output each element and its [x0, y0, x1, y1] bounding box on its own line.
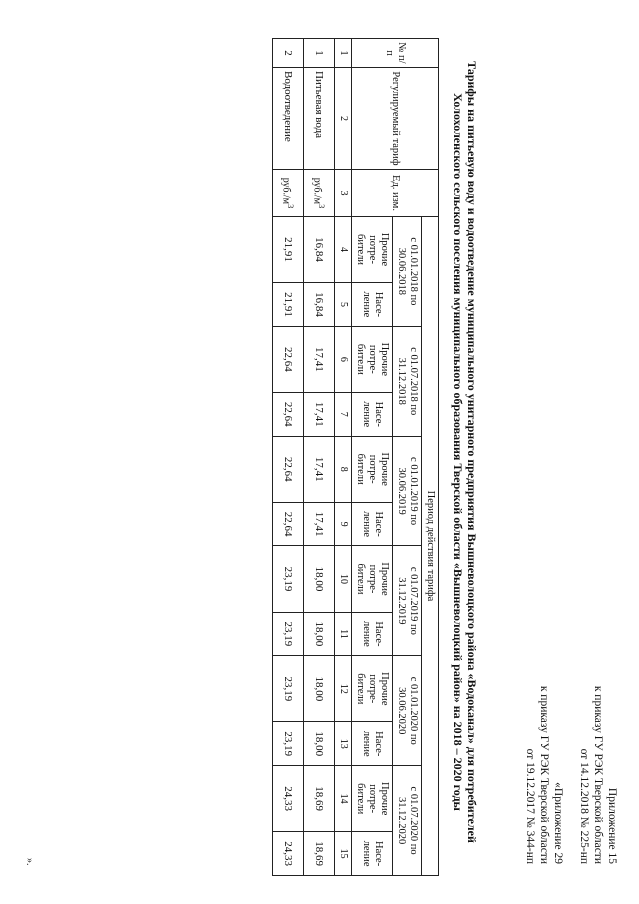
column-number: 5 [335, 283, 352, 327]
column-number: 14 [335, 766, 352, 832]
tariff-value: 18,00 [304, 722, 335, 766]
unit-label: руб./м [311, 177, 323, 205]
appendix-header [577, 686, 619, 864]
previous-appendix-number: «Приложение 29 [552, 782, 564, 864]
other-consumers-header: Прочие потре- бители [352, 656, 393, 722]
population-header: Насе- ление [352, 283, 393, 327]
closing-quote: ». [24, 858, 35, 866]
population-header: Насе- ление [352, 612, 393, 656]
col-number-header: № п/п [352, 39, 439, 68]
column-number: 4 [335, 217, 352, 283]
column-number: 7 [335, 392, 352, 436]
tariff-value: 23,19 [273, 722, 304, 766]
population-header: Насе- ление [352, 502, 393, 546]
title-line-2: Холохоленского сельского поселения муниципального образования Тверской области «Вышневолоцкий район» на 2018 – 2020 годы [451, 93, 465, 811]
unit-cell [304, 170, 335, 217]
column-number: 9 [335, 502, 352, 546]
period-header: Период действия тарифа [422, 217, 439, 876]
tariff-value: 16,84 [304, 217, 335, 283]
column-number: 13 [335, 722, 352, 766]
column-number: 2 [335, 68, 352, 170]
document-title [451, 20, 479, 884]
tariff-value: 17,41 [304, 326, 335, 392]
other-consumers-header: Прочие потре- бители [352, 766, 393, 832]
tariff-value: 22,64 [273, 392, 304, 436]
tariff-value: 18,00 [304, 546, 335, 612]
period-header-cell: с 01.01.2020 по 30.06.2020 [393, 656, 422, 766]
period-header-cell: с 01.01.2019 по 30.06.2019 [393, 436, 422, 546]
period-header-cell: с 01.07.2018 по 31.12.2018 [393, 326, 422, 436]
tariff-value: 18,00 [304, 612, 335, 656]
tariff-table [272, 38, 439, 876]
period-header-cell: с 01.01.2018 по 30.06.2018 [393, 217, 422, 327]
order-date: от 14.12.2018 № 225-нп [578, 748, 590, 864]
tariff-value: 17,41 [304, 436, 335, 502]
tariff-value: 22,64 [273, 502, 304, 546]
period-header-cell: с 01.07.2020 по 31.12.2020 [393, 766, 422, 876]
column-number: 6 [335, 326, 352, 392]
tariff-value: 24,33 [273, 766, 304, 832]
appendix-number: Приложение 15 [606, 787, 618, 864]
population-header: Насе- ление [352, 722, 393, 766]
table-row-wastewater [273, 39, 304, 876]
column-number: 11 [335, 612, 352, 656]
table-row-drinking-water [304, 39, 335, 876]
title-line-1: Тарифы на питьевую воду и водоотведение муниципального унитарного предприятия Вышневолоцкого района «Водоканал» для потребителей [465, 61, 479, 843]
previous-order-date: от 19.12.2017 № 344-нп [524, 748, 536, 864]
tariff-value: 24,33 [273, 832, 304, 876]
column-number: 12 [335, 656, 352, 722]
tariff-value: 17,41 [304, 392, 335, 436]
other-consumers-header: Прочие потре- бители [352, 546, 393, 612]
col-tariff-header: Регулируемый тариф [352, 68, 439, 170]
other-consumers-header: Прочие потре- бители [352, 217, 393, 283]
tariff-value: 23,19 [273, 656, 304, 722]
population-header: Насе- ление [352, 832, 393, 876]
tariff-value: 18,69 [304, 832, 335, 876]
tariff-name: Питьевая вода [304, 68, 335, 170]
header-row-1 [422, 39, 439, 876]
row-number: 1 [304, 39, 335, 68]
column-number: 1 [335, 39, 352, 68]
tariff-value: 22,64 [273, 326, 304, 392]
column-number: 3 [335, 170, 352, 217]
period-header-cell: с 01.07.2019 по 31.12.2019 [393, 546, 422, 656]
other-consumers-header: Прочие потре- бители [352, 436, 393, 502]
unit-label: руб./м [280, 177, 292, 205]
tariff-value: 18,69 [304, 766, 335, 832]
tariff-value: 18,00 [304, 656, 335, 722]
tariff-value: 21,91 [273, 283, 304, 327]
unit-cell [273, 170, 304, 217]
tariff-value: 17,41 [304, 502, 335, 546]
column-number: 8 [335, 436, 352, 502]
other-consumers-header: Прочие потре- бители [352, 326, 393, 392]
order-reference: к приказу ГУ РЭК Тверской области [592, 685, 604, 864]
col-unit-header: Ед. изм. [352, 170, 439, 217]
unit-superscript: 3 [286, 204, 296, 209]
tariff-name: Водоотведение [273, 68, 304, 170]
tariff-value: 23,19 [273, 612, 304, 656]
column-number-row [335, 39, 352, 876]
tariff-value: 21,91 [273, 217, 304, 283]
tariff-value: 16,84 [304, 283, 335, 327]
unit-superscript: 3 [317, 204, 327, 209]
population-header: Насе- ление [352, 392, 393, 436]
previous-appendix-header [523, 686, 565, 864]
tariff-value: 23,19 [273, 546, 304, 612]
column-number: 15 [335, 832, 352, 876]
column-number: 10 [335, 546, 352, 612]
row-number: 2 [273, 39, 304, 68]
tariff-value: 22,64 [273, 436, 304, 502]
previous-order-reference: к приказу ГУ РЭК Тверской области [538, 685, 550, 864]
